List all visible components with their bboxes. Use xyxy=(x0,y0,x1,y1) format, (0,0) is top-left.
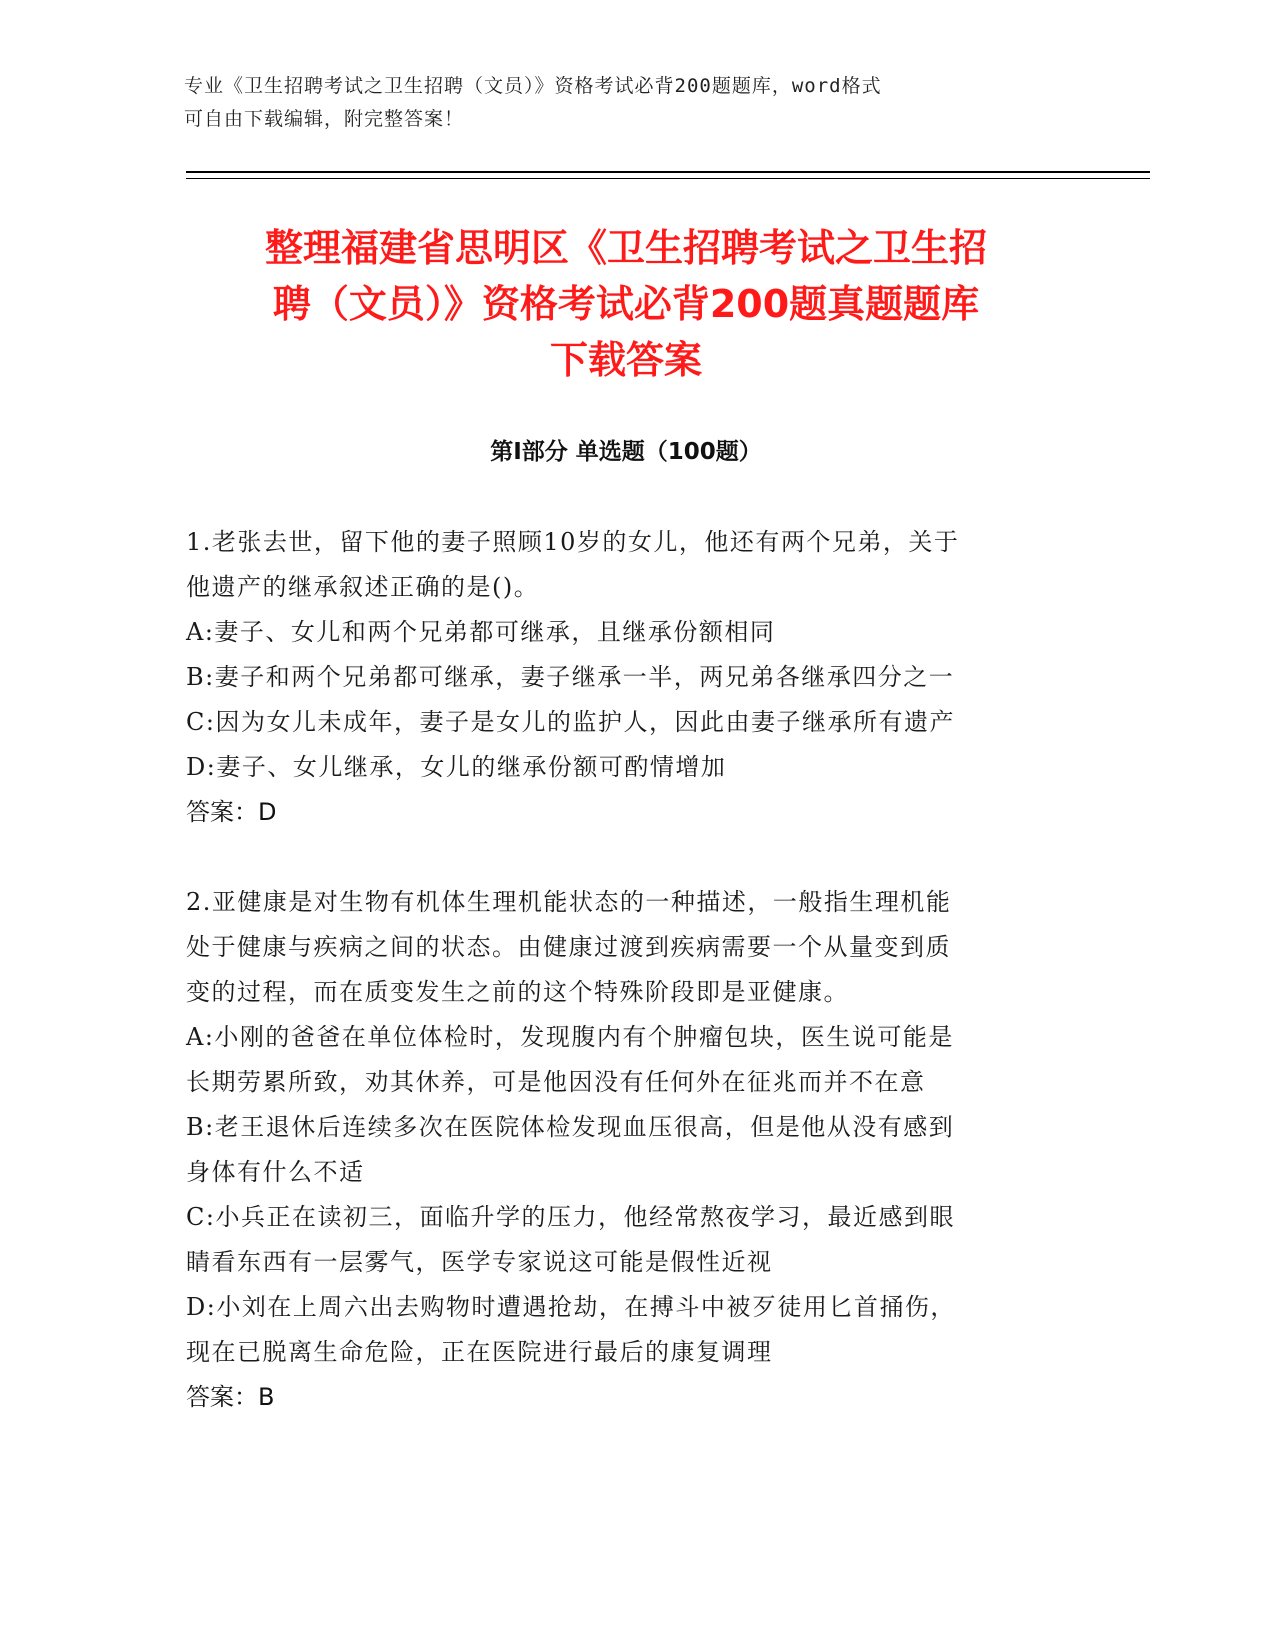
answer-value: B xyxy=(258,1383,275,1411)
option-c-line-2: 睛看东西有一层雾气，医学专家说这可能是假性近视 xyxy=(186,1248,773,1276)
header-divider-thin xyxy=(186,178,1150,179)
answer-value: D xyxy=(258,798,277,826)
question-stem-line: 处于健康与疾病之间的状态。由健康过渡到疾病需要一个从量变到质 xyxy=(186,933,951,961)
question-stem-line: 1.老张去世，留下他的妻子照顾10岁的女儿，他还有两个兄弟，关于 xyxy=(186,528,960,556)
answer-label: 答案： xyxy=(186,1383,258,1411)
option-a-line-2: 长期劳累所致，劝其休养，可是他因没有任何外在征兆而并不在意 xyxy=(186,1068,926,1096)
question-stem-line: 他遗产的继承叙述正确的是()。 xyxy=(186,573,540,601)
option-b-line-1: B:老王退休后连续多次在医院体检发现血压很高，但是他从没有感到 xyxy=(186,1113,955,1141)
document-title xyxy=(186,220,1066,388)
option-d-line-2: 现在已脱离生命危险，正在医院进行最后的康复调理 xyxy=(186,1338,773,1366)
option-b: B:妻子和两个兄弟都可继承，妻子继承一半，两兄弟各继承四分之一 xyxy=(186,663,955,691)
document-title-line-2: 聘（文员）》资格考试必背200题真题题库 xyxy=(272,282,980,326)
header-note xyxy=(184,70,1064,136)
document-title-line-3: 下载答案 xyxy=(549,338,702,382)
header-note-line-1: 专业《卫生招聘考试之卫生招聘（文员）》资格考试必背200题题库，word格式 xyxy=(184,75,882,97)
document-title-line-1: 整理福建省思明区《卫生招聘考试之卫生招 xyxy=(264,226,987,270)
answer-line xyxy=(186,790,1066,835)
option-d-line-1: D:小刘在上周六出去购物时遭遇抢劫，在搏斗中被歹徒用匕首捅伤， xyxy=(186,1293,956,1321)
option-c: C:因为女儿未成年，妻子是女儿的监护人，因此由妻子继承所有遗产 xyxy=(186,708,955,736)
question-stem-line: 2.亚健康是对生物有机体生理机能状态的一种描述，一般指生理机能 xyxy=(186,888,952,916)
answer-label: 答案： xyxy=(186,798,258,826)
section-title: 第Ⅰ部分 单选题（100题） xyxy=(490,439,762,465)
option-a-line-1: A:小刚的爸爸在单位体检时，发现腹内有个肿瘤包块，医生说可能是 xyxy=(186,1023,954,1051)
answer-line xyxy=(186,1375,1066,1420)
question-2 xyxy=(186,880,1066,1420)
option-d: D:妻子、女儿继承，女儿的继承份额可酌情增加 xyxy=(186,753,727,781)
header-note-line-2: 可自由下载编辑，附完整答案！ xyxy=(184,108,465,130)
option-a: A:妻子、女儿和两个兄弟都可继承，且继承份额相同 xyxy=(186,618,776,646)
option-b-line-2: 身体有什么不适 xyxy=(186,1158,365,1186)
question-1 xyxy=(186,520,1066,835)
option-c-line-1: C:小兵正在读初三，面临升学的压力，他经常熬夜学习，最近感到眼 xyxy=(186,1203,955,1231)
header-divider-thick xyxy=(186,171,1150,173)
question-stem-line: 变的过程，而在质变发生之前的这个特殊阶段即是亚健康。 xyxy=(186,978,849,1006)
